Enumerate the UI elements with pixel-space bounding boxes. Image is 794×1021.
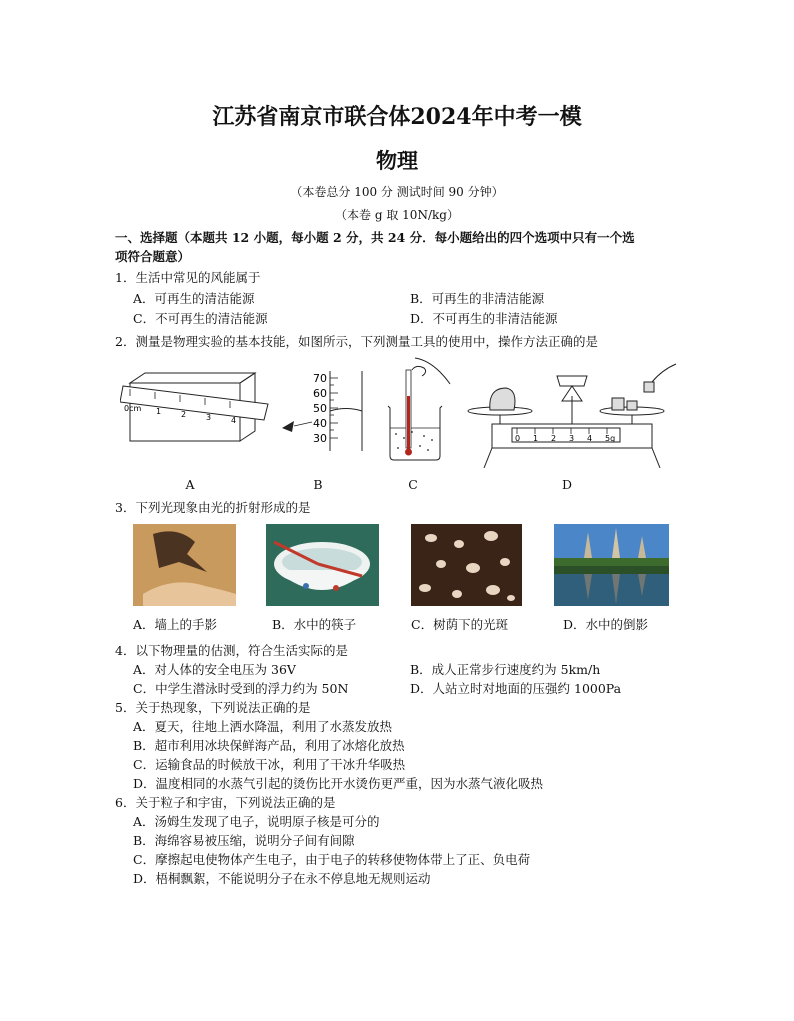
figure-c-thermometer [380,356,455,466]
cyl-tick-40: 40 [313,417,327,430]
q2-stem: 2．测量是物理实验的基本技能，如图所示，下列测量工具的使用中，操作方法正确的是 [115,334,598,349]
q6-option-c: C．摩擦起电使物体产生电子，由于电子的转移使物体带上了正、负电荷 [133,852,531,867]
q3-caption-d: D．水中的倒影 [563,617,649,632]
scale-tick-1: 1 [533,434,539,443]
q6-stem: 6．关于粒子和宇宙，下列说法正确的是 [115,795,336,810]
section-heading-cont: 项符合题意） [115,249,191,264]
cyl-tick-70: 70 [313,372,327,385]
ruler-tick-3: 3 [206,413,212,422]
q1-stem: 1．生活中常见的风能属于 [115,270,261,285]
scale-tick-3: 3 [569,434,575,443]
section-heading: 一、选择题（本题共 12 小题，每小题 2 分，共 24 分．每小题给出的四个选项中只有一个选 [115,230,635,245]
q3-caption-c: C．树荫下的光斑 [411,617,509,632]
q5-option-d: D．温度相同的水蒸气引起的烫伤比开水烫伤更严重，因为水蒸气液化吸热 [133,776,544,791]
cyl-tick-50: 50 [313,402,327,415]
fig-label-a: A [185,477,195,492]
gravity-note: （本卷 g 取 10N/kg） [335,208,459,222]
ruler-tick-4: 4 [231,416,237,425]
figure-a-ruler [120,368,280,463]
q6-option-d: D．梧桐飘絮，不能说明分子在永不停息地无规则运动 [133,871,431,886]
q1-option-c: C．不可再生的清洁能源 [133,311,268,326]
q4-stem: 4．以下物理量的估测，符合生活实际的是 [115,643,348,658]
cyl-tick-30: 30 [313,432,327,445]
fig-label-d: D [561,477,573,492]
q3-caption-a: A．墙上的手影 [133,617,218,632]
q6-option-a: A．汤姆生发现了电子，说明原子核是可分的 [133,814,380,829]
photo-water-reflection [554,524,669,606]
q4-option-c: C．中学生潜泳时受到的浮力约为 50N [133,681,349,696]
exam-title: 江苏省南京市联合体2024年中考一模 [212,104,582,130]
ruler-tick-0: 0cm [124,404,142,413]
q1-option-a: A．可再生的清洁能源 [133,291,255,306]
figure-d-balance [462,356,682,468]
photo-light-spots [411,524,522,606]
q4-option-b: B．成人正常步行速度约为 5km/h [410,662,601,677]
exam-meta: （本卷总分 100 分 测试时间 90 分钟） [290,185,504,199]
fig-label-b: B [313,477,323,492]
fig-label-c: C [408,477,418,492]
q5-option-c: C．运输食品的时候放干冰，利用了干冰升华吸热 [133,757,406,772]
q3-caption-b: B．水中的筷子 [272,617,357,632]
q5-stem: 5．关于热现象，下列说法正确的是 [115,700,311,715]
cyl-tick-60: 60 [313,387,327,400]
q3-stem: 3．下列光现象由光的折射形成的是 [115,500,311,515]
q6-option-b: B．海绵容易被压缩，说明分子间有间隙 [133,833,355,848]
scale-tick-0: 0 [515,434,521,443]
q4-option-a: A．对人体的安全电压为 36V [133,662,296,677]
q5-option-b: B．超市利用冰块保鲜海产品，利用了冰熔化放热 [133,738,405,753]
figure-b-cylinder [280,366,370,456]
ruler-tick-2: 2 [181,410,187,419]
eye-icon [282,421,312,432]
subject-title: 物理 [376,148,418,173]
q1-option-d: D．不可再生的非清洁能源 [410,311,558,326]
q5-option-a: A．夏天，往地上洒水降温，利用了水蒸发放热 [133,719,393,734]
scale-tick-4: 4 [587,434,593,443]
scale-tick-2: 2 [551,434,557,443]
photo-hand-shadow [133,524,236,606]
q1-option-b: B．可再生的非清洁能源 [410,291,545,306]
photo-chopstick-bowl [266,524,379,606]
ruler-tick-1: 1 [156,407,162,416]
q4-option-d: D．人站立时对地面的压强约 1000Pa [410,681,622,696]
scale-tick-5g: 5g [605,434,616,443]
